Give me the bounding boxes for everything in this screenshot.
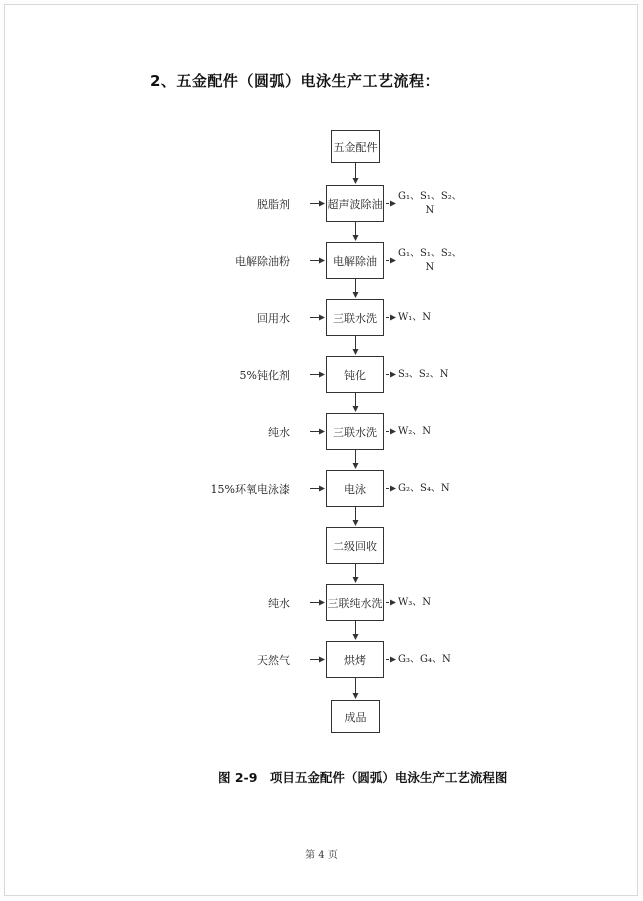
process-step-box-9: 烘烤: [326, 641, 384, 678]
process-step-box-3: 三联水洗: [326, 299, 384, 336]
output-emission-label: W₃、N: [398, 596, 432, 608]
input-material-label: 脱脂剂: [257, 197, 290, 211]
process-step-box-5: 三联水洗: [326, 413, 384, 450]
input-material-label: 回用水: [257, 311, 290, 325]
output-emission-label: G₃、G₄、N: [398, 653, 451, 665]
process-step-box-1: 超声波除油: [326, 185, 384, 222]
output-emission-label: G₁、S₁、S₂、 N: [398, 190, 462, 216]
start-box-hardware-parts: 五金配件: [331, 130, 380, 163]
output-emission-label: G₂、S₄、N: [398, 482, 450, 494]
input-material-label: 纯水: [268, 425, 290, 439]
process-step-box-6: 电泳: [326, 470, 384, 507]
input-material-label: 电解除油粉: [235, 254, 290, 268]
input-material-label: 15%环氧电泳漆: [210, 482, 290, 496]
input-material-label: 天然气: [257, 653, 290, 667]
end-box-finished-product: 成品: [331, 700, 380, 733]
output-emission-label: S₃、S₂、N: [398, 368, 449, 380]
process-step-box-8: 三联纯水洗: [326, 584, 384, 621]
process-step-box-7: 二级回收: [326, 527, 384, 564]
output-emission-label: W₁、N: [398, 311, 432, 323]
output-emission-label: W₂、N: [398, 425, 432, 437]
input-material-label: 5%钝化剂: [239, 368, 290, 382]
section-heading: 2、五金配件（圆弧）电泳生产工艺流程：: [150, 72, 440, 90]
page-number: 第 4 页: [305, 850, 338, 861]
process-step-box-2: 电解除油: [326, 242, 384, 279]
input-material-label: 纯水: [268, 596, 290, 610]
figure-caption: 图 2-9 项目五金配件（圆弧）电泳生产工艺流程图: [218, 770, 508, 785]
process-step-box-4: 钝化: [326, 356, 384, 393]
output-emission-label: G₁、S₁、S₂、 N: [398, 247, 462, 273]
